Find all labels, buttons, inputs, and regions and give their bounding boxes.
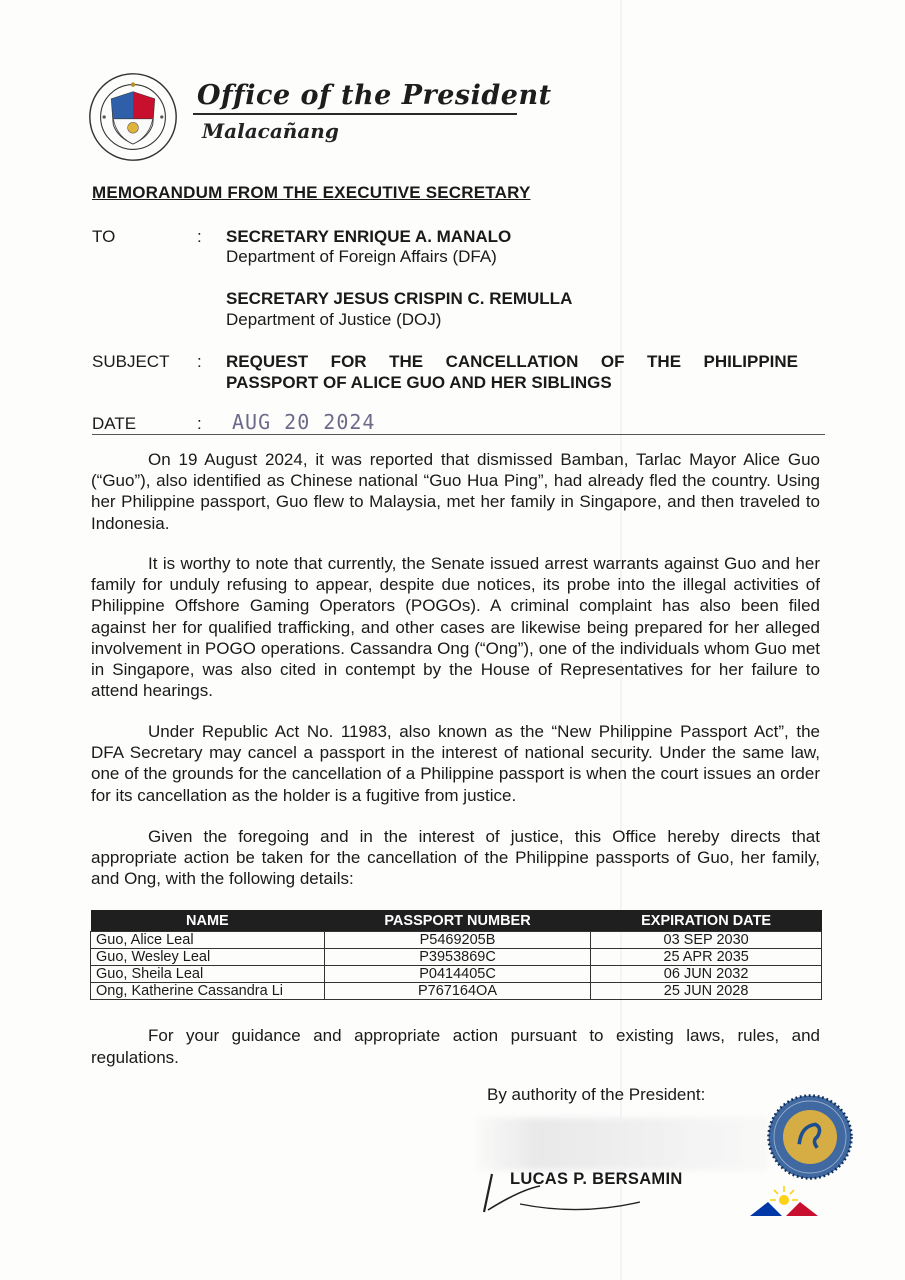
passport-table <box>90 910 822 1000</box>
to-label: TO <box>92 227 116 246</box>
office-title: Office of the President <box>197 80 552 111</box>
memo-title: MEMORANDUM FROM THE EXECUTIVE SECRETARY <box>92 183 531 202</box>
philippine-flag-mark-icon <box>748 1182 820 1216</box>
table-header-name: NAME <box>91 910 325 932</box>
table-cell-passport: P5469205B <box>324 932 590 949</box>
table-cell-expiration: 06 JUN 2032 <box>591 966 822 983</box>
body-paragraph-1-text: On 19 August 2024, it was reported that dismissed Bamban, Tarlac Mayor Alice Guo (“Guo”), also identified as Chinese national “Guo Hua Ping”, had already fled the country. Using her Philippine passport, Guo flew to Malaysia, met her family in Singapore, and then traveled to Indonesia. <box>91 450 820 533</box>
date-rule <box>92 434 825 435</box>
dry-seal-icon <box>765 1092 855 1182</box>
subject-line-2: PASSPORT OF ALICE GUO AND HER SIBLINGS <box>226 373 612 392</box>
table-cell-expiration: 25 JUN 2028 <box>591 983 822 1000</box>
table-cell-expiration: 03 SEP 2030 <box>591 932 822 949</box>
seal-of-the-president-icon <box>88 72 178 162</box>
subject-colon: : <box>197 352 202 371</box>
body-paragraph-3 <box>91 721 820 806</box>
date-stamp: AUG 20 2024 <box>232 410 376 434</box>
table-row <box>91 966 822 983</box>
table-cell-passport: P767164OA <box>324 983 590 1000</box>
table-cell-expiration: 25 APR 2035 <box>591 949 822 966</box>
recipient-1-dept: Department of Foreign Affairs (DFA) <box>226 247 497 266</box>
date-label: DATE <box>92 414 137 433</box>
table-header-expiration: EXPIRATION DATE <box>591 910 822 932</box>
date-colon: : <box>197 414 202 433</box>
recipient-1-name: SECRETARY ENRIQUE A. MANALO <box>226 227 512 246</box>
authority-line: By authority of the President: <box>487 1085 706 1104</box>
body-paragraph-4 <box>91 826 820 890</box>
table-cell-name: Guo, Sheila Leal <box>91 966 325 983</box>
closing-text: For your guidance and appropriate action pursuant to existing laws, rules, and regulations. <box>91 1026 820 1067</box>
body-paragraph-2 <box>91 553 820 701</box>
handwritten-signature-icon <box>480 1160 660 1220</box>
body-paragraph-4-text: Given the foregoing and in the interest of justice, this Office hereby directs that appropriate action be taken for the cancellation of the Philippine passports of Guo, her family, and Ong, with the following details: <box>91 827 820 889</box>
signer-name: LUCAS P. BERSAMIN <box>510 1170 683 1188</box>
table-cell-name: Ong, Katherine Cassandra Li <box>91 983 325 1000</box>
body-paragraph-1 <box>91 449 820 534</box>
table-row <box>91 932 822 949</box>
table-cell-name: Guo, Alice Leal <box>91 932 325 949</box>
body-paragraph-2-text: It is worthy to note that currently, the Senate issued arrest warrants against Guo and her family for unduly refusing to appear, despite due notices, its probe into the illegal activities of Philippine Offshore Gaming Operators (POGOs). A criminal complaint has also been filed against her for qualified trafficking, and other cases are likewise being prepared for her alleged involvement in POGO operations. Cassandra Ong (“Ong”), one of the individuals whom Guo met in Singapore, was also cited in contempt by the House of Representatives for her failure to attend hearings. <box>91 554 820 701</box>
table-cell-passport: P0414405C <box>324 966 590 983</box>
table-header-passport: PASSPORT NUMBER <box>324 910 590 932</box>
table-header-row <box>91 910 822 932</box>
table-cell-name: Guo, Wesley Leal <box>91 949 325 966</box>
recipient-2-dept: Department of Justice (DOJ) <box>226 310 442 329</box>
closing-paragraph <box>91 1025 820 1068</box>
recipient-2-name: SECRETARY JESUS CRISPIN C. REMULLA <box>226 289 573 308</box>
subject-label: SUBJECT <box>92 352 170 371</box>
office-subtitle: Malacañang <box>202 119 339 143</box>
table-row <box>91 949 822 966</box>
table-row <box>91 983 822 1000</box>
table-cell-passport: P3953869C <box>324 949 590 966</box>
to-colon: : <box>197 227 202 246</box>
office-underline <box>193 113 517 115</box>
body-paragraph-3-text: Under Republic Act No. 11983, also known as the “New Philippine Passport Act”, the DFA Secretary may cancel a passport in the interest of national security. Under the same law, one of the grounds for the cancellation of a Philippine passport is when the court issues an order for its cancellation as the holder is a fugitive from justice. <box>91 722 820 805</box>
subject-line-1: REQUEST FOR THE CANCELLATION OF THE PHILIPPINE <box>226 352 798 371</box>
